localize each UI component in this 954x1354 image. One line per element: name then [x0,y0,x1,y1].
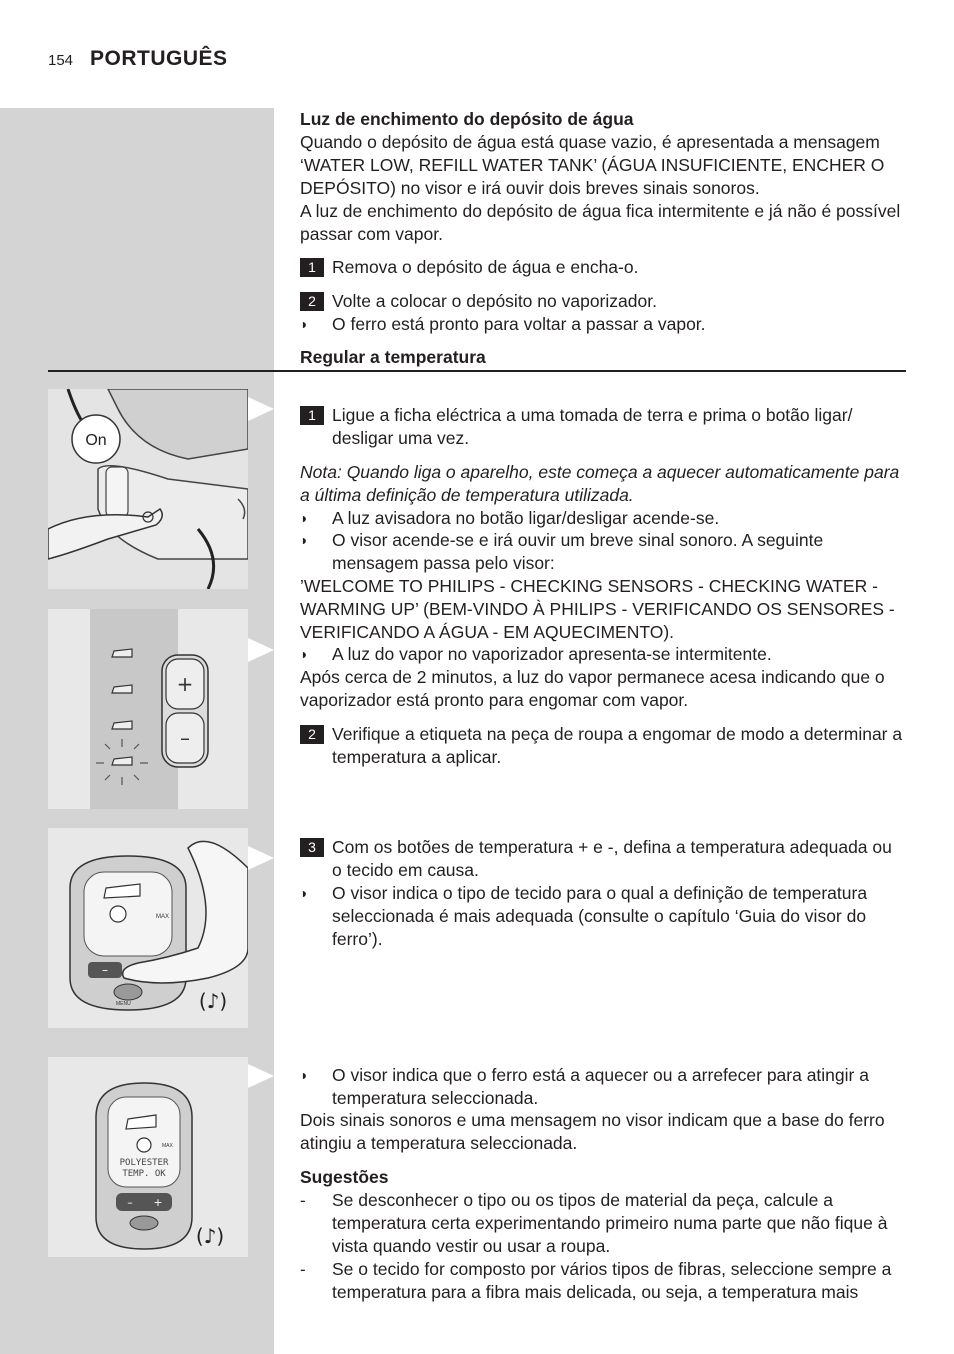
sound-icon: (♪) [198,989,228,1013]
page-language-title: PORTUGUÊS [90,47,228,70]
illustration-power-button [48,389,248,589]
dash-marker: - [300,1191,306,1210]
menu-label: MENU [116,1001,131,1007]
bullet-marker-icon: ◗ [300,510,309,526]
step-remove-tank [300,256,906,279]
svg-text:–: – [180,726,190,750]
step-plug-in [300,404,906,450]
bullet-text: O visor indica o tipo de tecido para o qual a definição de temperatura seleccionada é mais adequada (consulte o capítulo ‘Guia do visor do ferro’). [332,883,868,949]
bullet-steam-light-blinks [300,643,906,666]
display-temp-ok-drawing [48,1057,248,1257]
bullet-marker-icon: ◗ [300,885,309,901]
bullet-marker-icon: ◗ [300,316,309,332]
tip-text: Se desconhecer o tipo ou os tipos de material da peça, calcule a temperatura certa experimentando primeiro numa parte que não fique à vista quando vestir ou usar a roupa. [332,1190,888,1256]
step-number: 2 [300,725,324,744]
display-line2: TEMP. OK [122,1169,166,1179]
pointer-arrow-icon [248,397,274,421]
section-divider [48,370,906,372]
step-text: Remova o depósito de água e encha-o. [332,257,639,277]
svg-text:–: – [102,963,108,977]
bullet-text: A luz avisadora no botão ligar/desligar acende-se. [332,508,720,528]
step-reinsert-tank [300,290,906,313]
tip-unknown-material [300,1189,906,1258]
page-number: 154 [48,52,74,69]
pointer-arrow-icon [248,1064,274,1088]
bullet-text: O ferro está pronto para voltar a passar a vapor. [332,314,706,334]
step-set-temperature [300,836,906,882]
step-text: Volte a colocar o depósito no vaporizador. [332,291,657,311]
paragraph-two-signals: Dois sinais sonoros e uma mensagem no visor indicam que a base do ferro atingiu a temperatura seleccionada. [300,1110,885,1153]
bullet-marker-icon: ◗ [300,646,309,662]
illustration-minus-button [48,828,248,1028]
step-text: Com os botões de temperatura + e -, defina a temperatura adequada ou o tecido em causa. [332,837,892,880]
bullet-text: A luz do vapor no vaporizador apresenta-se intermitente. [332,644,772,664]
svg-text:+: + [153,1196,163,1209]
paragraph-welcome-message: ’WELCOME TO PHILIPS - CHECKING SENSORS - CHECKING WATER - WARMING UP’ (BEM-VINDO À PHILIPS - VERIFICANDO OS SENSORES - VERIFICANDO A ÁGUA - EM AQUECIMENTO). [300,576,895,642]
bullet-fabric-type [300,882,906,951]
bullet-marker-icon: ◗ [300,1067,309,1083]
step-check-label [300,723,906,769]
display-minus-drawing [48,828,248,1028]
paragraph-refill-light: A luz de enchimento do depósito de água fica intermitente e já não é possível passar com vapor. [300,201,901,244]
bullet-power-light [300,507,906,530]
illustration-temperature-buttons [48,609,248,809]
step-text: Verifique a etiqueta na peça de roupa a engomar de modo a determinar a temperatura a aplicar. [332,724,903,767]
bullet-marker-icon: ◗ [300,532,309,548]
step-number: 2 [300,292,324,311]
bullet-text: O visor indica que o ferro está a aquecer ou a arrefecer para atingir a temperatura seleccionada. [332,1065,869,1108]
bullet-ready-steam [300,313,906,336]
heading-tips: Sugestões [300,1167,389,1187]
on-label: On [85,432,107,449]
paragraph-after-two-minutes: Após cerca de 2 minutos, a luz do vapor permanece acesa indicando que o vaporizador está pronto para engomar com vapor. [300,667,885,710]
sound-icon: (♪) [195,1224,225,1248]
svg-text:+: + [176,672,194,696]
svg-text:–: – [127,1196,133,1209]
max-label: MAX [156,914,170,920]
dash-marker: - [300,1260,306,1279]
step-number: 1 [300,258,324,277]
temperature-panel-drawing [48,609,248,809]
bullet-display-on [300,529,906,575]
paragraph-water-low: Quando o depósito de água está quase vazio, é apresentada a mensagem ‘WATER LOW, REFILL WATER TANK’ (ÁGUA INSUFICIENTE, ENCHER O DEPÓSITO) no visor e irá ouvir dois breves sinais sonoros. [300,132,885,198]
step-number: 1 [300,406,324,425]
tip-mixed-fibres [300,1258,906,1304]
illustration-temp-ok-display [48,1057,248,1257]
pointer-arrow-icon [248,846,274,870]
iron-power-drawing [48,389,248,589]
heading-set-temperature: Regular a temperatura [300,347,486,367]
pointer-arrow-icon [248,638,274,662]
display-line1: POLYESTER [119,1158,169,1168]
step-text: Ligue a ficha eléctrica a uma tomada de terra e prima o botão ligar/ desligar uma vez. [332,405,853,448]
heading-water-tank-light: Luz de enchimento do depósito de água [300,109,634,129]
note-auto-heating: Nota: Quando liga o aparelho, este começa a aquecer automaticamente para a última definição de temperatura utilizada. [300,462,900,505]
bullet-heating-cooling [300,1064,906,1110]
bullet-text: O visor acende-se e irá ouvir um breve sinal sonoro. A seguinte mensagem passa pelo visor: [332,530,824,573]
tip-text: Se o tecido for composto por vários tipos de fibras, seleccione sempre a temperatura para a fibra mais delicada, ou seja, a temperatura mais [332,1259,892,1302]
max-label: MAX [162,1143,173,1149]
step-number: 3 [300,838,324,857]
